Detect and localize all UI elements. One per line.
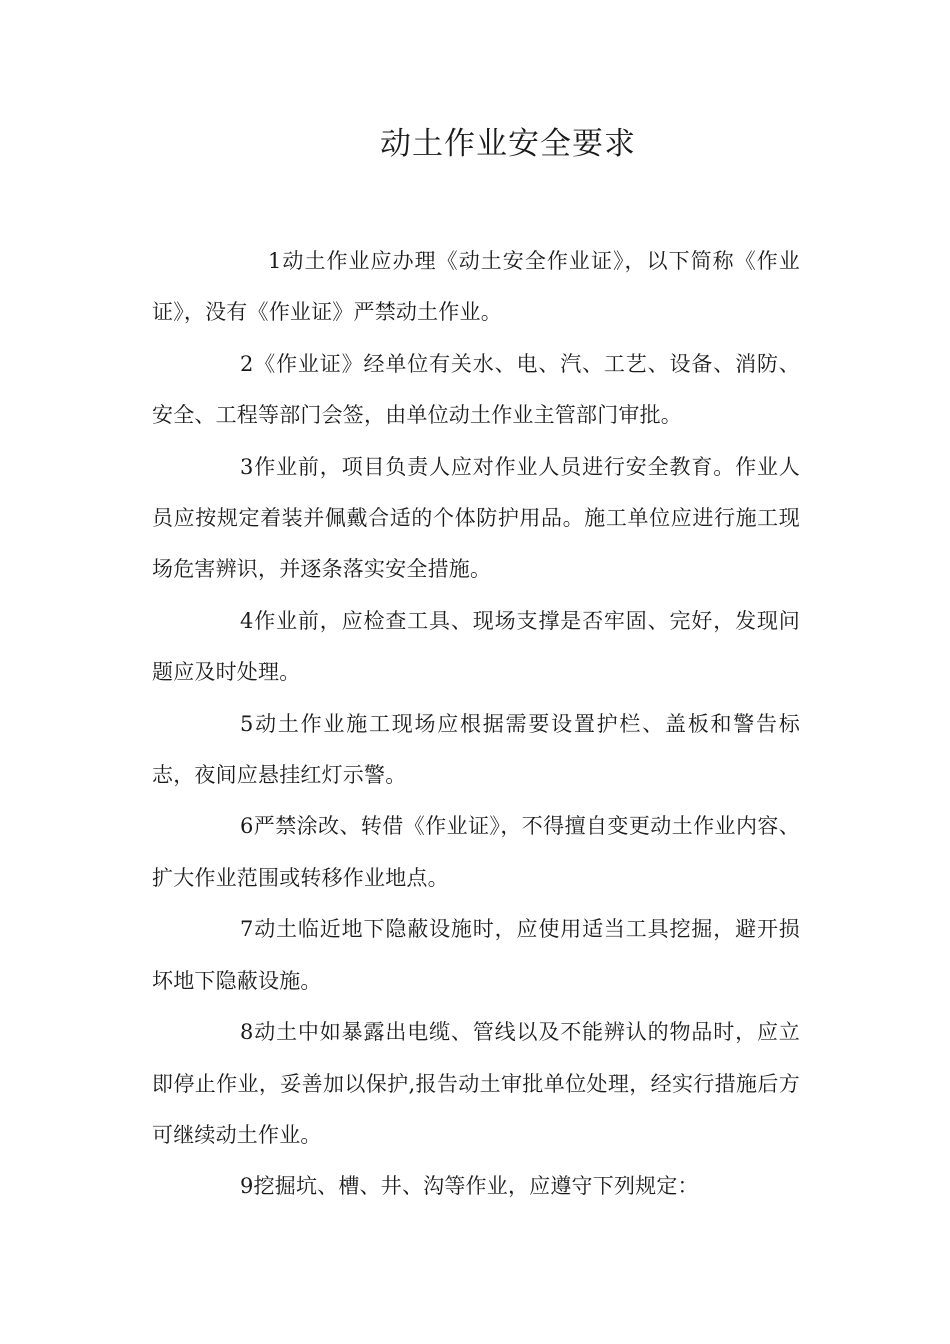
paragraph-7: 7动土临近地下隐蔽设施时，应使用适当工具挖掘，避开损坏地下隐蔽设施。 <box>152 917 800 993</box>
paragraph-2: 2《作业证》经单位有关水、电、汽、工艺、设备、消防、安全、工程等部门会签，由单位动土作业主管部门审批。 <box>152 351 800 428</box>
paragraph-5: 5动土作业施工现场应根据需要设置护栏、盖板和警告标志，夜间应悬挂红灯示警。 <box>152 711 800 788</box>
document-title: 动土作业安全要求 <box>380 126 636 162</box>
paragraph-8: 8动土中如暴露出电缆、管线以及不能辨认的物品时，应立即停止作业，妥善加以保护,报告动土审批单位处理，经实行措施后方可继续动土作业。 <box>152 1020 800 1147</box>
paragraph-4: 4作业前，应检查工具、现场支撑是否牢固、完好，发现问题应及时处理。 <box>152 608 800 685</box>
document-body <box>152 236 800 1213</box>
paragraph-3: 3作业前，项目负责人应对作业人员进行安全教育。作业人员应按规定着装并佩戴合适的个体防护用品。施工单位应进行施工现场危害辨识，并逐条落实安全措施。 <box>152 454 800 582</box>
paragraph-1: 1动土作业应办理《动土安全作业证》，以下简称《作业证》，没有《作业证》严禁动土作业。 <box>152 249 800 325</box>
paragraph-6: 6严禁涂改、转借《作业证》，不得擅自变更动土作业内容、扩大作业范围或转移作业地点。 <box>152 814 800 890</box>
paragraph-9: 9挖掘坑、槽、井、沟等作业，应遵守下列规定： <box>240 1174 699 1199</box>
